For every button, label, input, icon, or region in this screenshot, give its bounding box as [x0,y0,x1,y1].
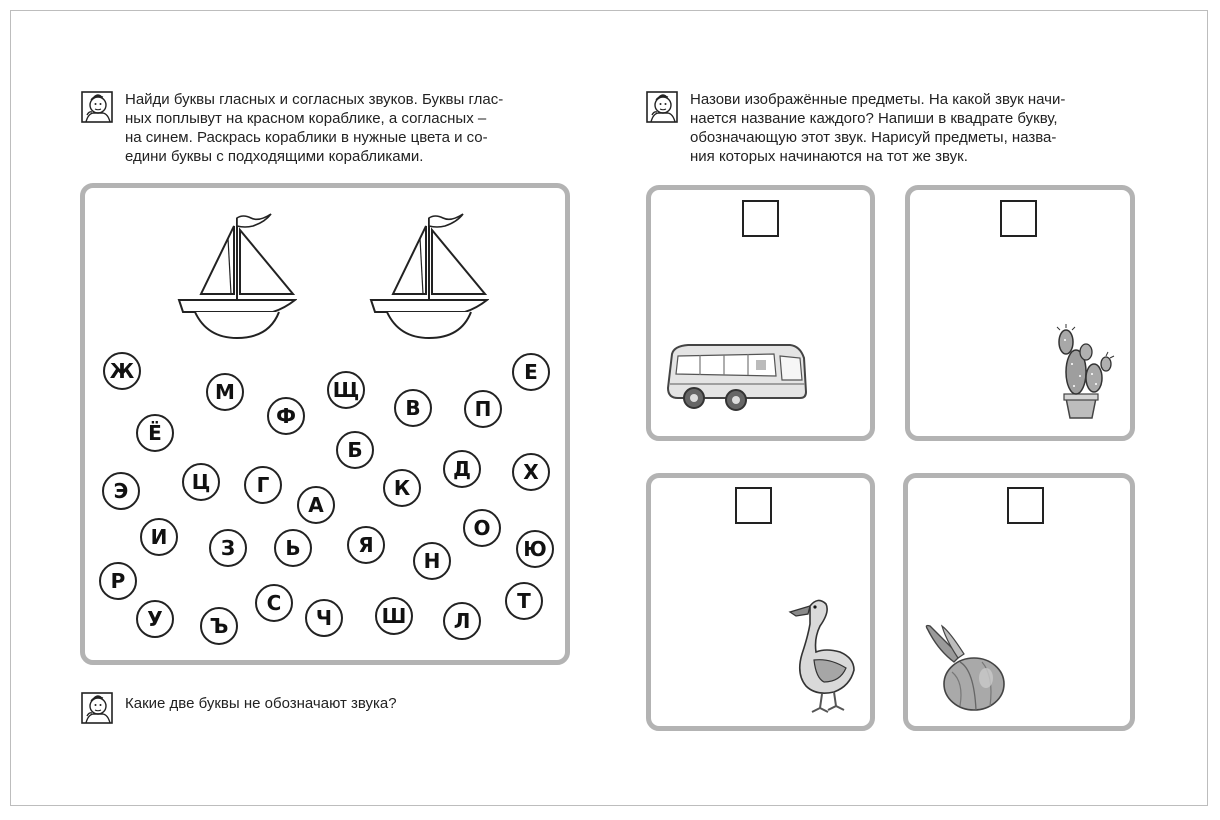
thinking-boy-icon [81,692,113,724]
letter-circle[interactable]: З [209,529,247,567]
letter-circle[interactable]: Э [102,472,140,510]
letter-circle[interactable]: Е [512,353,550,391]
right-instruction-text: Назови изображённые предметы. На какой звук начи- нается название каждого? Напиши в квадрате букву, обозначающую этот звук. Нарисуй предметы, назва- ния которых начинаются на тот же звук. [690,91,1066,165]
letter-circle[interactable]: Щ [327,371,365,409]
letter-circle[interactable]: В [394,389,432,427]
left-question [81,691,577,724]
letter-circle[interactable]: Ш [375,597,413,635]
letter-circle[interactable]: Ё [136,414,174,452]
letter-circle[interactable]: Л [443,602,481,640]
letter-circle[interactable]: Б [336,431,374,469]
left-instruction [81,90,577,166]
letter-circle[interactable]: Ъ [200,607,238,645]
letter-circle[interactable]: Ю [516,530,554,568]
goose-icon [782,596,858,714]
answer-box-garlic[interactable] [1007,487,1044,524]
letter-circle[interactable]: Г [244,466,282,504]
thinking-boy-icon [81,91,113,123]
answer-box-bus[interactable] [742,200,779,237]
answer-box-goose[interactable] [735,487,772,524]
letter-circle[interactable]: Д [443,450,481,488]
letter-circle[interactable]: Р [99,562,137,600]
thinking-boy-icon [646,91,678,123]
answer-box-cactus[interactable] [1000,200,1037,237]
letter-circle[interactable]: У [136,600,174,638]
letter-circle[interactable]: Ц [182,463,220,501]
boat-icon-right[interactable] [365,208,489,346]
left-instruction-text: Найди буквы гласных и согласных звуков. Буквы глас- ных поплывут на красном кораблике, а согласных – на синем. Раскрась кораблики в нужные цвета и со- едини буквы с подходящими корабликами. [125,91,504,165]
letter-circle[interactable]: И [140,518,178,556]
letter-circle[interactable]: М [206,373,244,411]
letter-circle[interactable]: П [464,390,502,428]
letter-circle[interactable]: К [383,469,421,507]
letter-circle[interactable]: Н [413,542,451,580]
letter-circle[interactable]: Ь [274,529,312,567]
cactus-icon [1050,320,1116,420]
letter-circle[interactable]: Я [347,526,385,564]
letter-circle[interactable]: Т [505,582,543,620]
letter-circle[interactable]: А [297,486,335,524]
bus-icon [664,340,808,412]
letter-circle[interactable]: Ж [103,352,141,390]
garlic-icon [920,622,1010,714]
boat-icon-left[interactable] [173,208,297,346]
letter-circle[interactable]: С [255,584,293,622]
letter-circle[interactable]: Х [512,453,550,491]
letter-circle[interactable]: Ф [267,397,305,435]
letter-circle[interactable]: Ч [305,599,343,637]
question-text: Какие две буквы не обозначают звука? [125,695,397,712]
letter-circle[interactable]: О [463,509,501,547]
right-instruction [646,90,1138,166]
